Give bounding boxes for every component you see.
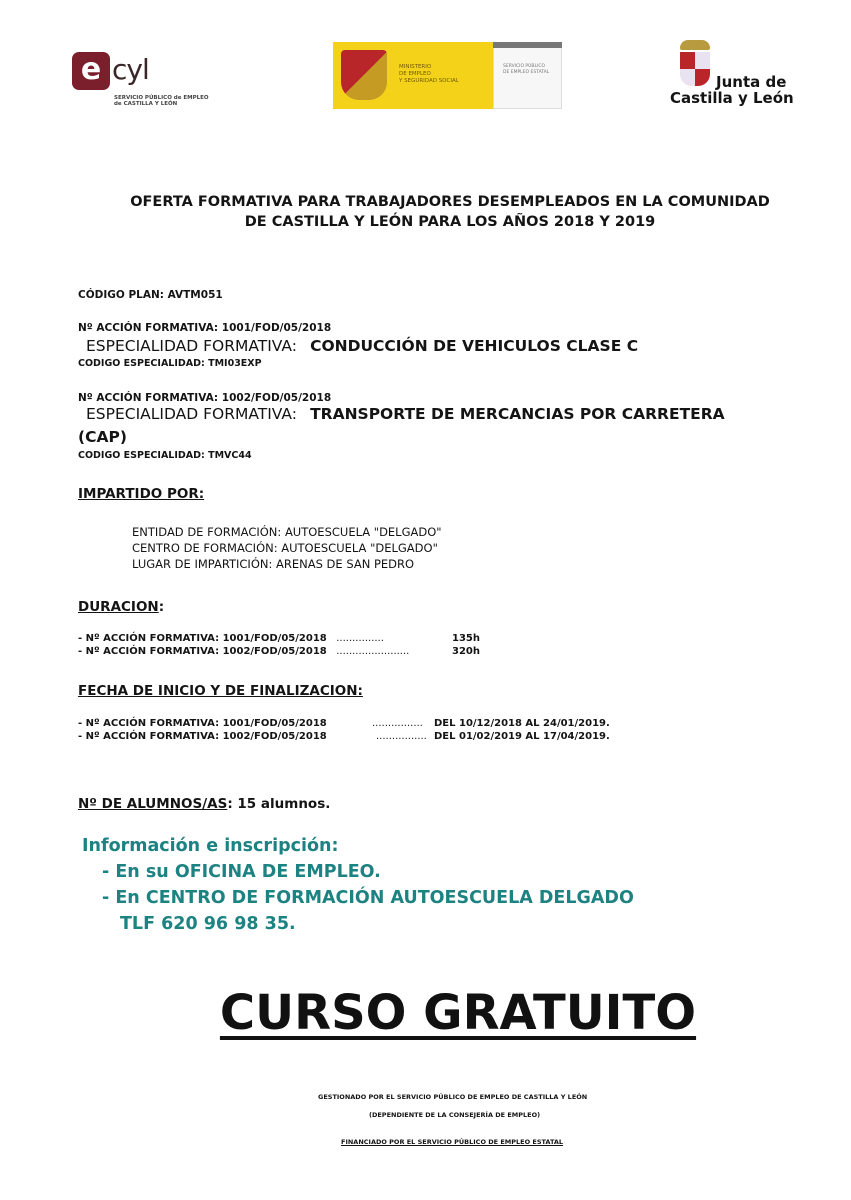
crown-icon (680, 40, 710, 50)
students-value: : 15 alumnos. (227, 796, 331, 812)
action-1-number: Nº ACCIÓN FORMATIVA: 1001/FOD/05/2018 (78, 322, 332, 334)
duration-row-value: 135h (452, 633, 480, 644)
action-2-specialty-name: TRANSPORTE DE MERCANCIAS POR CARRETERA (310, 405, 725, 423)
dates-row-label: - Nº ACCIÓN FORMATIVA: 1001/FOD/05/2018 (78, 718, 327, 729)
ecyl-logo-subtitle (114, 95, 209, 107)
info-line-center: - En CENTRO DE FORMACIÓN AUTOESCUELA DELGADO (102, 888, 634, 908)
footer-managed-by: GESTIONADO POR EL SERVICIO PÚBLICO DE EMPLEO DE CASTILLA Y LEÓN (318, 1093, 588, 1101)
sepe-logo-text (503, 64, 549, 76)
junta-logo (668, 38, 798, 113)
junta-logo-line2: Castilla y León (670, 89, 794, 107)
dates-row-value: DEL 10/12/2018 AL 24/01/2019. (434, 718, 610, 729)
page-title-line2: DE CASTILLA Y LEÓN PARA LOS AÑOS 2018 Y 2019 (244, 214, 656, 230)
duration-row-label: - Nº ACCIÓN FORMATIVA: 1001/FOD/05/2018 (78, 633, 327, 644)
duration-heading-text: DURACION (78, 599, 159, 615)
footer-dependent: (DEPENDIENTE DE LA CONSEJERÍA DE EMPLEO) (369, 1111, 541, 1119)
ecyl-logo-mark: e (72, 52, 110, 90)
ecyl-subtitle-line2: de CASTILLA Y LEÓN (114, 101, 178, 107)
duration-row (78, 632, 480, 645)
duration-row-value: 320h (452, 646, 480, 657)
info-line-office: - En su OFICINA DE EMPLEO. (102, 862, 381, 882)
duration-heading (78, 596, 164, 615)
duration-heading-colon: : (158, 599, 165, 615)
info-heading: Información e inscripción: (82, 836, 339, 856)
dates-row-label: - Nº ACCIÓN FORMATIVA: 1002/FOD/05/2018 (78, 731, 327, 742)
junta-logo-line1: Junta de (716, 73, 787, 91)
action-1-specialty (86, 336, 638, 355)
plan-code: CÓDIGO PLAN: AVTM051 (78, 289, 223, 301)
ecyl-subtitle-line1: SERVICIO PÚBLICO de EMPLEO (114, 95, 209, 101)
students-label: Nº DE ALUMNOS/AS (78, 796, 228, 812)
ministerio-logo (333, 42, 562, 109)
training-center: CENTRO DE FORMACIÓN: AUTOESCUELA "DELGADO" (132, 541, 438, 555)
duration-row-dots: ............... (336, 633, 384, 644)
ecyl-logo (72, 50, 222, 120)
footer-financed-by: FINANCIADO POR EL SERVICIO PÚBLICO DE EMPLEO ESTATAL (341, 1138, 564, 1146)
imparted-details (132, 524, 442, 572)
ecyl-logo-word: cyl (112, 53, 149, 86)
action-1-specialty-name: CONDUCCIÓN DE VEHICULOS CLASE C (310, 337, 639, 355)
ministerio-line3: Y SEGURIDAD SOCIAL (399, 78, 459, 84)
dates-row (78, 730, 610, 743)
students (78, 793, 330, 812)
imparted-heading: IMPARTIDO POR: (78, 486, 205, 502)
castle-quarter-icon (680, 52, 695, 69)
action-2-specialty (86, 404, 725, 423)
ministerio-line2: DE EMPLEO (399, 71, 431, 77)
duration-list (78, 632, 480, 658)
action-1-specialty-label: ESPECIALIDAD FORMATIVA: (86, 337, 297, 355)
ministerio-line1: MINISTERIO (399, 64, 432, 70)
dates-list (78, 717, 610, 743)
ministerio-logo-text (399, 64, 459, 85)
training-place: LUGAR DE IMPARTICIÓN: ARENAS DE SAN PEDRO (132, 557, 415, 571)
dates-row-value: DEL 01/02/2019 AL 17/04/2019. (434, 731, 610, 742)
lion-quarter-icon (695, 52, 710, 69)
page-title (40, 192, 851, 232)
sepe-line1: SERVICIO PÚBLICO (503, 64, 546, 69)
duration-row (78, 645, 480, 658)
action-2-specialty-label: ESPECIALIDAD FORMATIVA: (86, 405, 297, 423)
page-title-line1: OFERTA FORMATIVA PARA TRABAJADORES DESEMPLEADOS EN LA COMUNIDAD (130, 194, 770, 210)
castilla-leon-shield-icon (680, 40, 710, 86)
dates-heading: FECHA DE INICIO Y DE FINALIZACION: (78, 683, 363, 699)
spain-coat-of-arms-icon (341, 50, 387, 100)
castle-quarter-icon (695, 69, 710, 86)
action-2-specialty-code: CODIGO ESPECIALIDAD: TMVC44 (78, 450, 252, 461)
lion-quarter-icon (680, 69, 695, 86)
dates-row-dots: ................ (376, 731, 427, 742)
duration-row-dots: ....................... (336, 646, 410, 657)
sepe-line2: DE EMPLEO ESTATAL (503, 70, 550, 75)
dates-row (78, 717, 610, 730)
sepe-logo-bar (493, 42, 562, 48)
info-line-phone: TLF 620 96 98 35. (120, 914, 296, 934)
free-course-banner: CURSO GRATUITO (219, 985, 697, 1041)
duration-row-label: - Nº ACCIÓN FORMATIVA: 1002/FOD/05/2018 (78, 646, 327, 657)
action-2-specialty-name-cont: (CAP) (78, 428, 127, 446)
action-2-number: Nº ACCIÓN FORMATIVA: 1002/FOD/05/2018 (78, 392, 332, 404)
dates-row-dots: ................ (372, 718, 423, 729)
training-entity: ENTIDAD DE FORMACIÓN: AUTOESCUELA "DELGADO" (132, 525, 442, 539)
action-1-specialty-code: CODIGO ESPECIALIDAD: TMI03EXP (78, 358, 262, 369)
